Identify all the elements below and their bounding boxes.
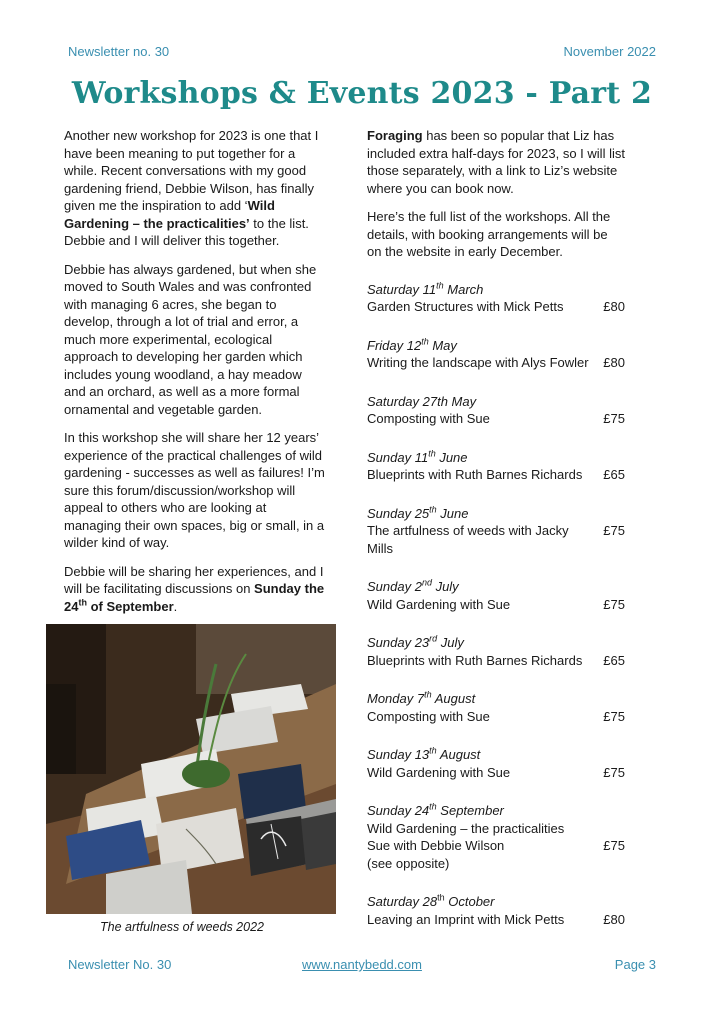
event-price: £75 [603, 596, 625, 612]
footer-newsletter: Newsletter No. 30 [68, 957, 172, 972]
event-price: £75 [603, 523, 625, 538]
event-item-october: Saturday 28th October Leaving an Imprint with Mick Petts £80 [367, 892, 625, 927]
debbie-paragraph: Debbie has always gardened, but when she moved to South Wales and was confronted with managing 6 acres, she began to develop, through a lot of trial and error, a much more experimental, ecological approach to developing her garden which includes young woodland, a hay meadow and an orchard, as well as a more formal ornamental and vegetable garden. [64, 261, 317, 417]
newsletter-number: Newsletter no. 30 [68, 44, 170, 59]
event-item: Sunday 13th August Wild Gardening with Sue £75 [367, 745, 625, 780]
event-item-september: Sunday 24th September Wild Gardening – the practicalities Sue with Debbie Wilson £75 (see opposite) [367, 801, 625, 871]
intro-paragraph: Another new workshop for 2023 is one that I have been meaning to put together for a while. Recent conversations with my good gardening friend, Debbie Wilson, has finally given me the inspiration to add ‘Wild Gardening – the practicalities’ to the list. Debbie and I will deliver this together. [64, 128, 319, 248]
event-price: £65 [603, 652, 625, 668]
event-price: £75 [603, 838, 625, 853]
page-number: Page 3 [614, 957, 656, 972]
event-item: Friday 12th May Writing the landscape with Alys Fowler £80 [367, 336, 625, 370]
website-link[interactable]: www.nantybedd.com [302, 957, 422, 972]
event-item: Saturday 27th May Composting with Sue £75 [367, 393, 625, 426]
event-price: £75 [603, 764, 625, 780]
event-price: £80 [603, 355, 625, 370]
event-item: Sunday 11th June Blueprints with Ruth Barnes Richards £65 [367, 448, 625, 482]
workshop-photo [46, 624, 336, 914]
event-item: Sunday 25th June The artfulness of weeds with Jacky Mills £75 [367, 504, 625, 556]
date-paragraph: Debbie will be sharing her experiences, and I will be facilitating discussions on Sunday the 24th of September. [64, 563, 325, 614]
event-price: £80 [603, 911, 625, 927]
event-price: £75 [603, 411, 625, 426]
workshop-date: Sunday the 24th of September [64, 581, 325, 614]
event-item: Saturday 11th March Garden Structures with Mick Petts £80 [367, 280, 625, 314]
list-intro-paragraph: Here’s the full list of the workshops. All the details, with booking arrangements will be on the website in early December. [367, 209, 611, 259]
event-price: £65 [603, 467, 625, 482]
foraging-paragraph: Foraging has been so popular that Liz has included extra half-days for 2023, so I will list those separately, with a link to Liz’s website where you can book now. [367, 128, 625, 196]
newsletter-date: November 2022 [563, 44, 656, 59]
right-column [367, 127, 625, 949]
event-item: Monday 7th August Composting with Sue £75 [367, 689, 625, 724]
event-item: Sunday 23rd July Blueprints with Ruth Barnes Richards £65 [367, 633, 625, 668]
workshop-paragraph: In this workshop she will share her 12 years’ experience of the practical challenges of wild gardening - successes as well as failures! I’m sure this forum/discussion/workshop will appeal to others who are looking at managing their own spaces, big or small, in a wilder kind of way. [64, 430, 325, 550]
workshop-name: Wild Gardening – the practicalities’ [64, 198, 275, 231]
page-title: Workshops & Events 2023 - Part 2 [71, 76, 653, 111]
photo-caption: The artfulness of weeds 2022 [100, 920, 264, 934]
left-column [64, 127, 326, 626]
event-price: £75 [603, 708, 625, 724]
event-item: Sunday 2nd July Wild Gardening with Sue £75 [367, 577, 625, 612]
event-price: £80 [603, 299, 625, 314]
